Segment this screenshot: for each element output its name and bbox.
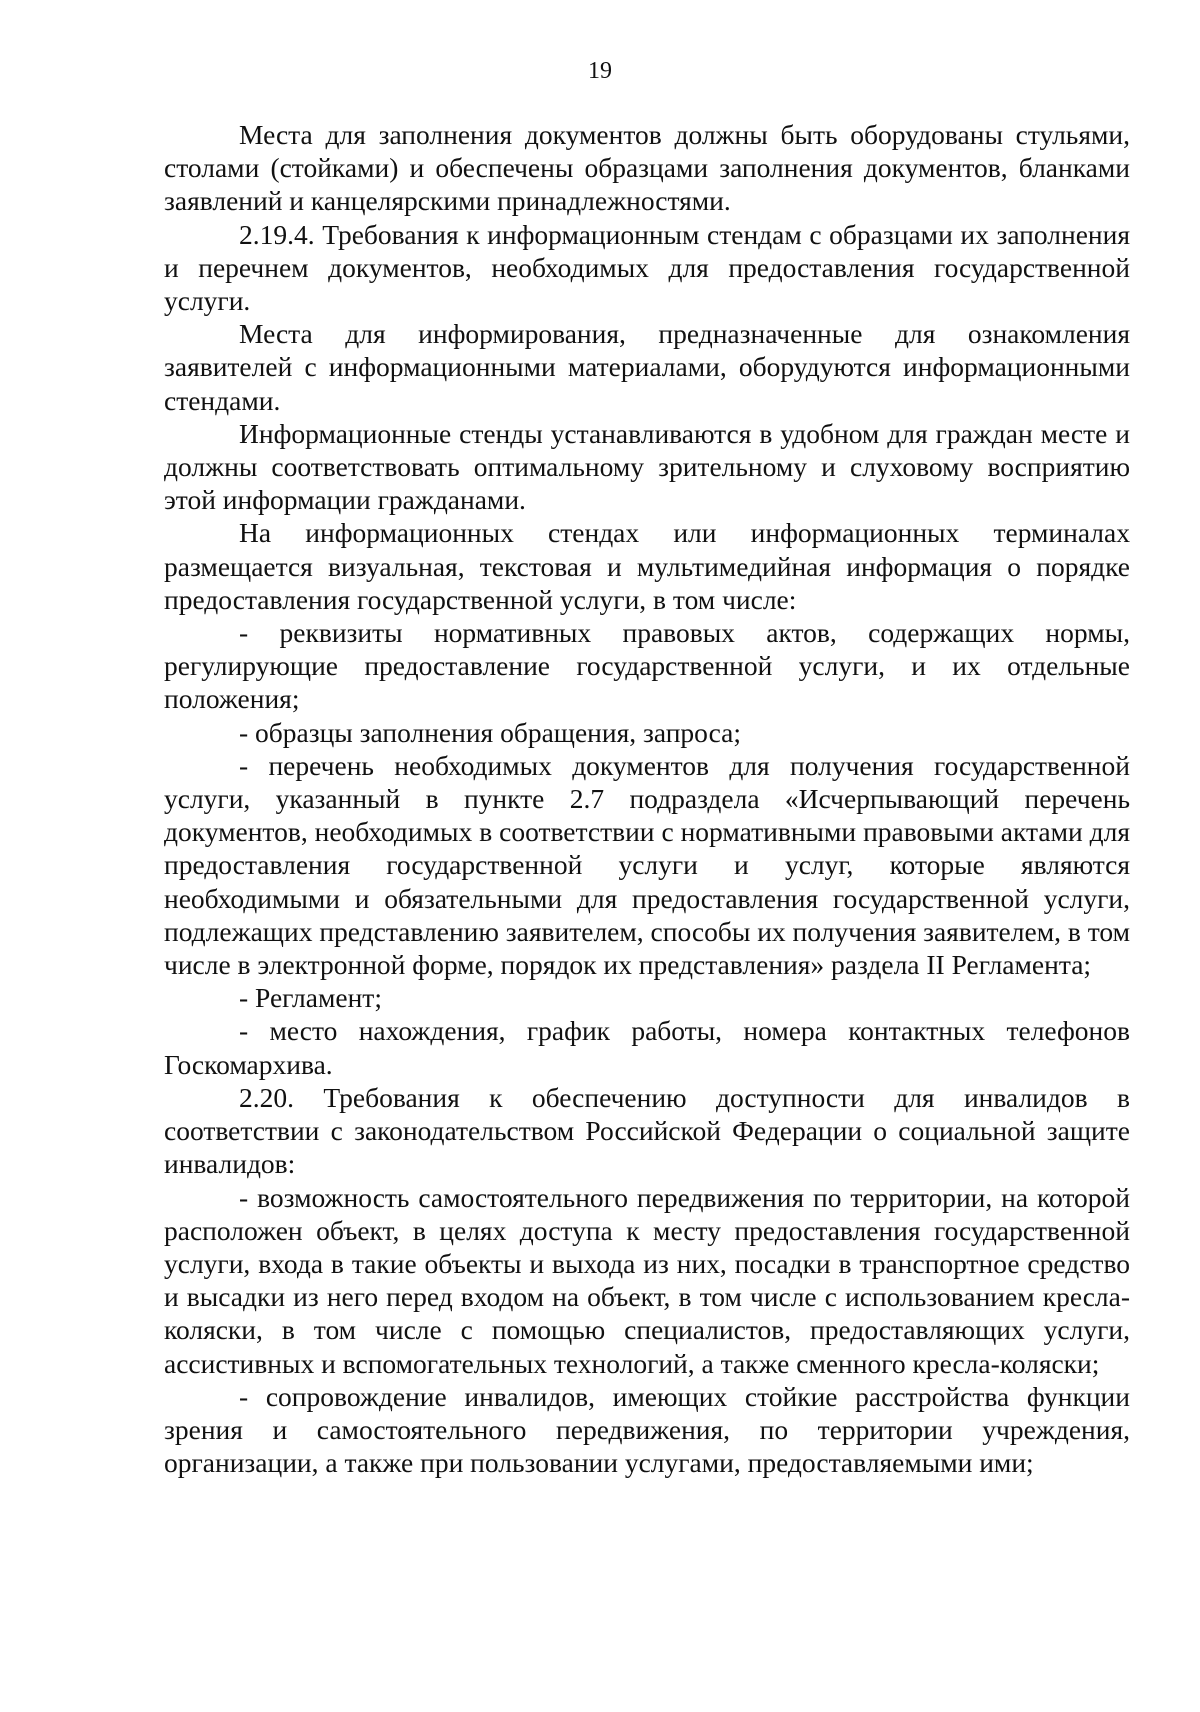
list-item-legal-acts: - реквизиты нормативных правовых актов, содержащих нормы, регулирующие предоставление государственной услуги, и их отдельные положения;: [164, 617, 1130, 715]
document-body: [164, 118, 1130, 1479]
paragraph-section-2-19-4: 2.19.4. Требования к информационным стендам с образцами их заполнения и перечнем документов, необходимых для предоставления государственной услуги.: [164, 218, 1130, 317]
list-item-contacts: - место нахождения, график работы, номера контактных телефонов Госкомархива.: [164, 1015, 1130, 1080]
page-number: 19: [588, 58, 612, 84]
list-item-documents: - перечень необходимых документов для получения государственной услуги, указанный в пункте 2.7 подраздела «Исчерпывающий перечень документов, необходимых в соответствии с нормативными правовыми актами для предоставления государственной услуги и услуг, которые являются необходимыми и обязательными для предоставления государственной услуги, подлежащих представлению заявителем, способы их получения заявителем, в том числе в электронной форме, порядок их представления» раздела II Регламента;: [164, 749, 1130, 981]
list-item-escort: - сопровождение инвалидов, имеющих стойкие расстройства функции зрения и самостоятельного передвижения, по территории учреждения, организации, а также при пользовании услугами, предоставляемыми ими;: [164, 1380, 1130, 1479]
list-item-samples: - образцы заполнения обращения, запроса;: [239, 716, 741, 748]
paragraph-info-places: Места для информирования, предназначенные для ознакомления заявителей с информационными материалами, оборудуются информационными стендами.: [164, 318, 1130, 416]
list-item-movement: - возможность самостоятельного передвижения по территории, на которой расположен объект, в целях доступа к месту предоставления государственной услуги, входа в такие объекты и выхода из них, посадки в транспортное средство и высадки из него перед входом на объект, в том числе с использованием кресла-коляски, в том числе с помощью специалистов, предоставляющих услуги, ассистивных и вспомогательных технологий, а также сменного кресла-коляски;: [164, 1181, 1130, 1379]
paragraph-section-2-20: 2.20. Требования к обеспечению доступности для инвалидов в соответствии с законодательством Российской Федерации о социальной защите инвалидов:: [164, 1081, 1130, 1180]
paragraph-workplaces: Места для заполнения документов должны быть оборудованы стульями, столами (стойками) и обеспечены образцами заполнения документов, бланками заявлений и канцелярскими принадлежностями.: [164, 119, 1130, 217]
paragraph-info-stands: Информационные стенды устанавливаются в удобном для граждан месте и должны соответствовать оптимальному зрительному и слуховому восприятию этой информации гражданами.: [164, 417, 1130, 516]
list-item-regulation: - Регламент;: [239, 982, 382, 1014]
paragraph-stand-content: На информационных стендах или информационных терминалах размещается визуальная, текстовая и мультимедийная информация о порядке предоставления государственной услуги, в том числе:: [164, 517, 1130, 615]
